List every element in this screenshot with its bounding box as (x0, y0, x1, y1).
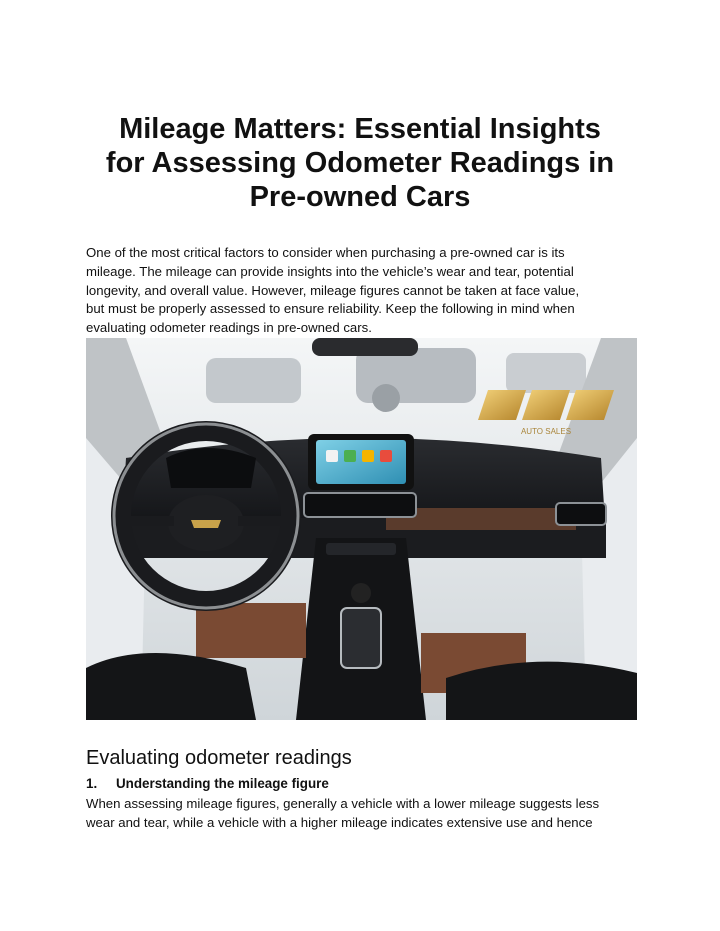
article-title (60, 112, 660, 214)
intro-line: but must be properly assessed to ensure reliability. Keep the following in mind when (86, 301, 575, 317)
body-line: When assessing mileage figures, generally a vehicle with a lower mileage suggests less (86, 796, 600, 811)
intro-line: mileage. The mileage can provide insights into the vehicle’s wear and tear, potential (86, 263, 574, 279)
list-item-heading (86, 775, 329, 793)
intro-paragraph (86, 244, 646, 338)
body-paragraph (86, 794, 646, 832)
body-line: wear and tear, while a vehicle with a higher mileage indicates extensive use and hence (86, 815, 593, 830)
intro-line: One of the most critical factors to consider when purchasing a pre-owned car is its (86, 245, 565, 260)
list-item-number: 1. (86, 776, 98, 791)
title-line: for Assessing Odometer Readings in (105, 147, 615, 179)
section-heading: Evaluating odometer readings (86, 747, 352, 769)
car-interior-photo (86, 338, 637, 720)
logo-text: AUTO SALES (520, 427, 572, 436)
intro-line: longevity, and overall value. However, mileage figures cannot be taken at face value, (86, 282, 580, 298)
intro-line: evaluating odometer readings in pre-owned cars. (86, 320, 372, 336)
list-item-title: Understanding the mileage figure (116, 776, 329, 791)
title-line: Pre-owned Cars (249, 181, 471, 213)
title-line: Mileage Matters: Essential Insights (119, 113, 601, 145)
